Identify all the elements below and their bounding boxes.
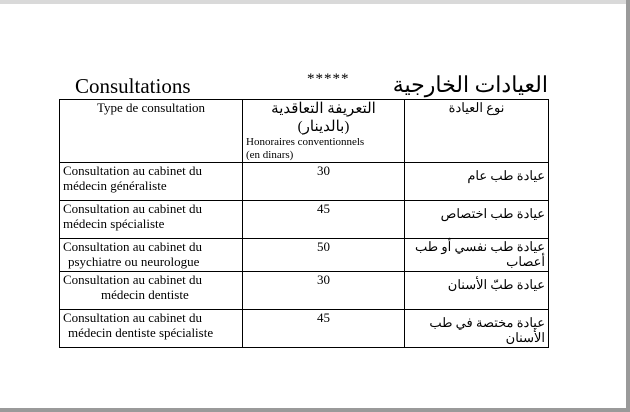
heading-arabic: العيادات الخارجية — [392, 72, 548, 97]
page-right-edge — [626, 0, 630, 412]
row-type-ar: عيادة طبّ الأسنان — [405, 272, 549, 310]
heading-french: Consultations — [75, 74, 191, 98]
row-type-ar: عيادة طب نفسي أو طب أعصاب — [405, 239, 549, 272]
table-row — [60, 310, 549, 348]
header-tarif — [243, 100, 405, 163]
row-tarif: 30 — [243, 163, 405, 201]
row-type-fr — [60, 272, 243, 310]
row-type-fr — [60, 163, 243, 201]
row-tarif: 45 — [243, 310, 405, 348]
heading-separator: ***** — [307, 71, 350, 87]
row-tarif: 45 — [243, 201, 405, 239]
row-type-ar: عيادة مختصة في طب الأسنان — [405, 310, 549, 348]
header-tarif-fr-line2: (en dinars) — [246, 149, 294, 161]
row-type-fr-line1: Consultation au cabinet du — [63, 310, 203, 325]
row-type-fr-line1: Consultation au cabinet du — [63, 201, 203, 216]
row-type-fr-line2: médecin dentiste — [101, 287, 189, 302]
row-type-fr-line2: médecin généraliste — [63, 178, 167, 193]
page-bottom-edge — [0, 408, 630, 412]
table-row — [60, 201, 549, 239]
row-tarif: 50 — [243, 239, 405, 272]
row-tarif: 30 — [243, 272, 405, 310]
header-tarif-ar: التعريفة التعاقدية (بالدينار) — [271, 101, 376, 135]
page-top-edge — [0, 0, 630, 4]
table-row — [60, 163, 549, 201]
consultation-tariff-table — [59, 99, 549, 348]
header-type-ar: نوع العيادة — [405, 100, 549, 163]
row-type-fr — [60, 239, 243, 272]
row-type-fr-line2: médecin spécialiste — [63, 216, 165, 231]
row-type-fr-line1: Consultation au cabinet du — [63, 239, 203, 254]
header-type-fr: Type de consultation — [60, 100, 243, 163]
row-type-fr — [60, 201, 243, 239]
row-type-fr-line2: psychiatre ou neurologue — [68, 254, 200, 269]
row-type-ar: عيادة طب اختصاص — [405, 201, 549, 239]
header-tarif-fr-line1: Honoraires conventionnels — [246, 136, 365, 148]
row-type-fr-line2: médecin dentiste spécialiste — [68, 325, 214, 340]
table-header-row — [60, 100, 549, 163]
row-type-ar: عيادة طب عام — [405, 163, 549, 201]
row-type-fr — [60, 310, 243, 348]
row-type-fr-line1: Consultation au cabinet du — [63, 272, 203, 287]
table-row — [60, 272, 549, 310]
row-type-fr-line1: Consultation au cabinet du — [63, 163, 203, 178]
table-row — [60, 239, 549, 272]
